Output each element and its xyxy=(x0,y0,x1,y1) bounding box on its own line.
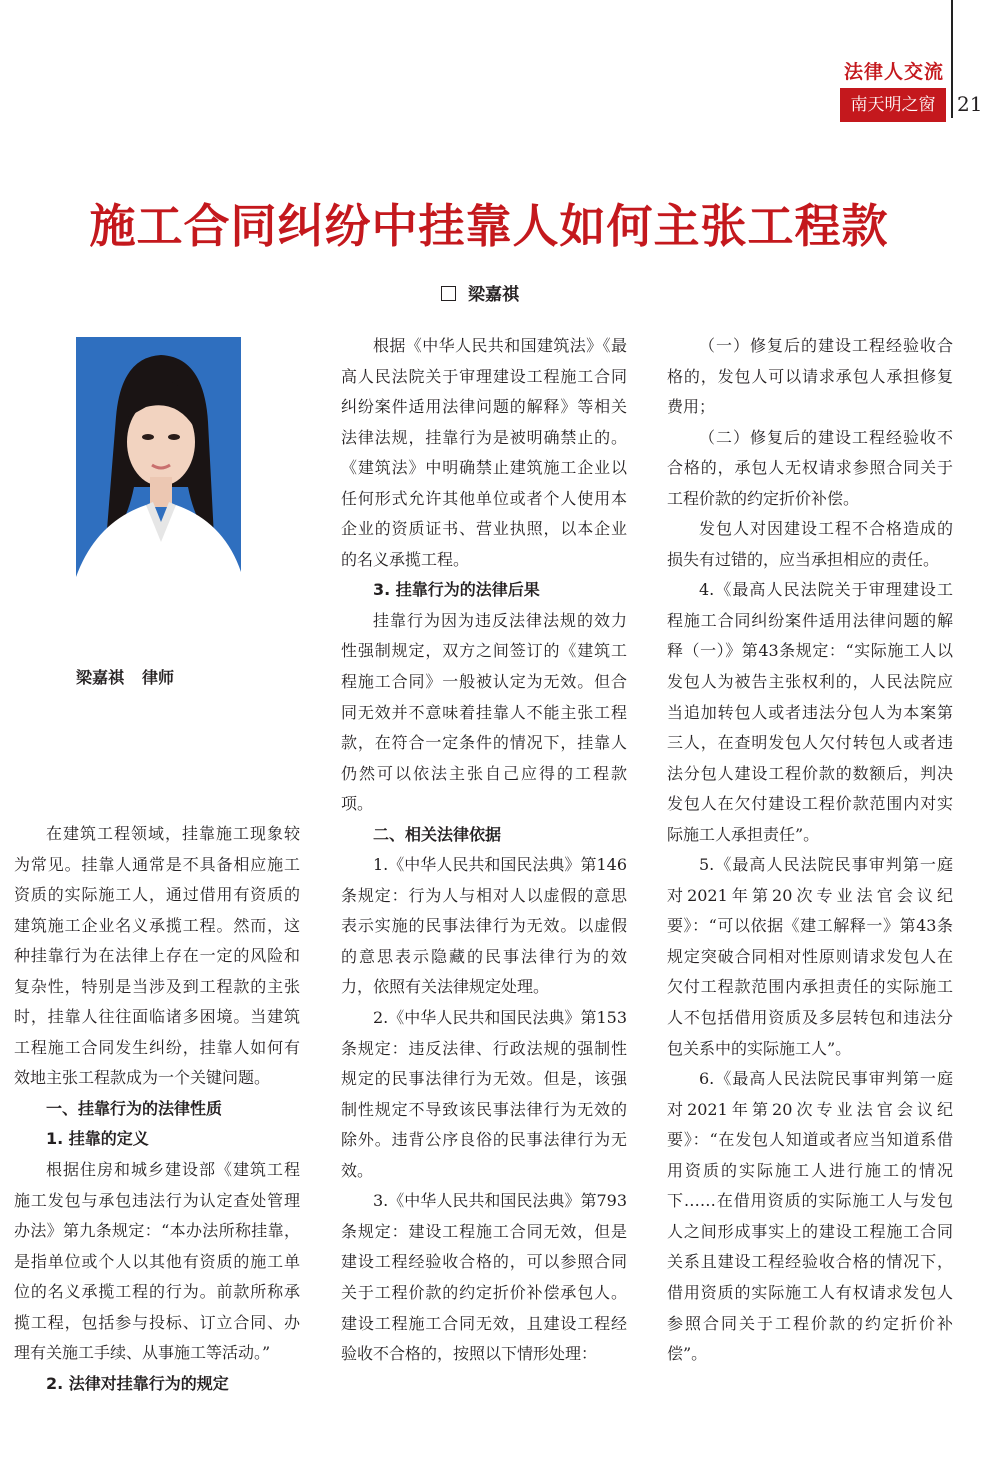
caption-role: 律师 xyxy=(142,668,175,687)
header-vertical-rule xyxy=(951,0,953,118)
text-column-3 xyxy=(667,331,953,1370)
paragraph: 挂靠行为因为违反法律法规的效力性强制规定，双方之间签订的《建筑工程施工合同》一般被认定为无效。但合同无效并不意味着挂靠人不能主张工程款，在符合一定条件的情况下，挂靠人仍然可以依法主张自己应得的工程款项。 xyxy=(341,610,627,814)
paragraph: 1.《中华人民共和国民法典》第146条规定：行为人与相对人以虚假的意思表示实施的民事法律行为无效。以虚假的意思表示隐藏的民事法律行为的效力，依照有关法律规定处理。 xyxy=(341,855,627,997)
section-heading: 1. 挂靠的定义 xyxy=(46,1129,149,1149)
paragraph: 2.《中华人民共和国民法典》第153条规定：违反法律、行政法规的强制性规定的民事法律行为无效。但是，该强制性规定不导致该民事法律行为无效的除外。违背公序良俗的民事法律行为无效。 xyxy=(341,1008,627,1180)
section-title: 法律人交流 xyxy=(843,61,944,83)
column-badge: 南天明之窗 xyxy=(840,88,946,122)
portrait-illustration xyxy=(76,337,241,651)
photo-caption xyxy=(76,665,241,688)
section-heading: 2. 法律对挂靠行为的规定 xyxy=(46,1373,229,1393)
paragraph: 5.《最高人民法院民事审判第一庭对2021年第20次专业法官会议纪要》：“可以依据《建工解释一》第43条规定突破合同相对性原则请求发包人在欠付工程款范围内承担责任的实际施工人不包括借用资质及多层转包和违法分包关系中的实际施工人”。 xyxy=(667,855,953,1058)
paragraph: 在建筑工程领域，挂靠施工现象较为常见。挂靠人通常是不具备相应施工资质的实际施工人，通过借用有资质的建筑施工企业名义承揽工程。然而，这种挂靠行为在法律上存在一定的风险和复杂性，特别是当涉及到工程款的主张时，挂靠人往往面临诸多困境。当建筑工程施工合同发生纠纷，挂靠人如何有效地主张工程款成为一个关键问题。 xyxy=(14,824,300,1088)
paragraph: （一）修复后的建设工程经验收合格的，发包人可以请求承包人承担修复费用； xyxy=(667,336,953,417)
page-number: 21 xyxy=(957,92,982,116)
byline-box-icon xyxy=(441,286,456,301)
paragraph: 发包人对因建设工程不合格造成的损失有过错的，应当承担相应的责任。 xyxy=(667,519,953,569)
paragraph: （二）修复后的建设工程经验收不合格的，承包人无权请求参照合同关于工程价款的约定折价补偿。 xyxy=(667,427,953,508)
section-heading: 一、挂靠行为的法律性质 xyxy=(46,1098,223,1118)
caption-name: 梁嘉祺 xyxy=(76,668,125,687)
paragraph: 4.《最高人民法院关于审理建设工程施工合同纠纷案件适用法律问题的解释（一）》第43条规定：“实际施工人以发包人为被告主张权利的，人民法院应当追加转包人或者违法分包人为本案第三人，在查明发包人欠付转包人或者违法分包人建设工程价款的数额后，判决发包人在欠付建设工程价款范围内对实际施工人承担责任”。 xyxy=(667,580,953,844)
byline xyxy=(441,280,519,305)
paragraph: 根据《中华人民共和国建筑法》《最高人民法院关于审理建设工程施工合同纠纷案件适用法律问题的解释》等相关法律法规，挂靠行为是被明确禁止的。《建筑法》中明确禁止建筑施工企业以任何形式允许其他单位或者个人使用本企业的资质证书、营业执照，以本企业的名义承揽工程。 xyxy=(341,336,627,569)
text-column-2 xyxy=(341,331,627,1370)
article-title: 施工合同纠纷中挂靠人如何主张工程款 xyxy=(89,199,889,253)
paragraph: 3.《中华人民共和国民法典》第793条规定：建设工程施工合同无效，但是建设工程经验收合格的，可以参照合同关于工程价款的约定折价补偿承包人。建设工程施工合同无效，且建设工程经验收不合格的，按照以下情形处理： xyxy=(341,1191,627,1364)
text-column-1 xyxy=(14,819,300,1399)
section-heading: 二、相关法律依据 xyxy=(373,824,502,844)
author-photo xyxy=(76,337,241,651)
paragraph: 根据住房和城乡建设部《建筑工程施工发包与承包违法行为认定查处管理办法》第九条规定：“本办法所称挂靠，是指单位或个人以其他有资质的施工单位的名义承揽工程的行为。前款所称承揽工程，包括参与投标、订立合同、办理有关施工手续、从事施工等活动。” xyxy=(14,1160,300,1363)
author-name: 梁嘉祺 xyxy=(468,285,519,305)
paragraph: 6.《最高人民法院民事审判第一庭对2021年第20次专业法官会议纪要》：“在发包人知道或者应当知道系借用资质的实际施工人进行施工的情况下……在借用资质的实际施工人与发包人之间形成事实上的建设工程施工合同关系且建设工程经验收合格的情况下，借用资质的实际施工人有权请求发包人参照合同关于工程价款的约定折价补偿”。 xyxy=(667,1069,953,1364)
section-heading: 3. 挂靠行为的法律后果 xyxy=(373,580,540,600)
